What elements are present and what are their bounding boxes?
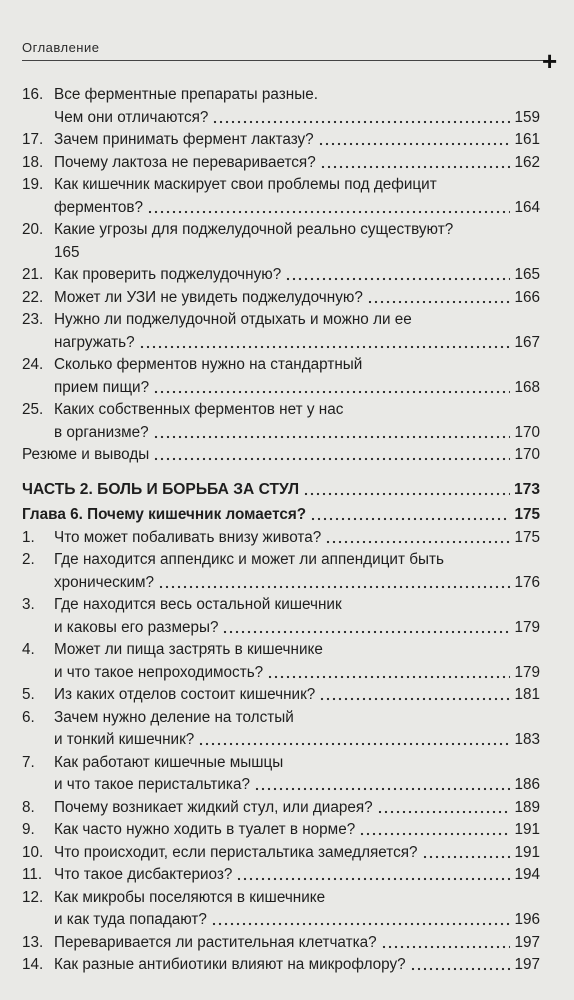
leader-dots xyxy=(254,787,511,791)
toc-entry[interactable] xyxy=(22,264,540,287)
entry-number: 21. xyxy=(22,266,44,283)
page-number: 175 xyxy=(514,528,540,546)
entry-number: 16. xyxy=(22,86,44,103)
entry-title: Почему лактоза не переваривается? xyxy=(54,153,316,171)
leader-dots xyxy=(153,457,510,461)
entry-number: 10. xyxy=(22,843,44,861)
page-number: 164 xyxy=(514,198,540,216)
page-number: 170 xyxy=(514,446,540,463)
entry-title: Что может побаливать внизу живота? xyxy=(54,528,322,546)
page-number: 181 xyxy=(514,686,540,703)
toc-entry-line xyxy=(22,197,540,220)
entry-title: и каковы его размеры? xyxy=(54,618,219,636)
toc-entry[interactable] xyxy=(22,887,540,932)
toc-entry-line xyxy=(22,309,540,332)
entry-number: 8. xyxy=(22,798,35,816)
toc-entry-line xyxy=(22,422,540,445)
toc-entry[interactable] xyxy=(22,354,540,399)
toc-entry-line xyxy=(22,504,540,527)
page-number: 168 xyxy=(514,378,540,396)
page-number: 165 xyxy=(54,243,80,261)
entry-number: 11. xyxy=(22,866,43,883)
page-header xyxy=(0,0,574,76)
part-title: ЧАСТЬ 2. БОЛЬ И БОРЬБА ЗА СТУЛ xyxy=(22,480,300,498)
entry-title: Может ли пища застрять в кишечнике xyxy=(54,641,323,658)
leader-dots xyxy=(310,517,510,521)
entry-title: Каких собственных ферментов нет у нас xyxy=(54,401,344,418)
page-number: 166 xyxy=(514,288,540,306)
toc-entry-line xyxy=(22,219,540,242)
entry-title: Все ферментные препараты разные. xyxy=(54,86,318,103)
entry-title: Где находится аппендикс и может ли аппендицит быть xyxy=(54,551,444,568)
page-number: 162 xyxy=(514,153,540,171)
leader-dots xyxy=(422,855,511,859)
toc-entry[interactable] xyxy=(22,444,540,467)
header-rule xyxy=(22,60,552,61)
toc-entry-line xyxy=(22,287,540,310)
toc-entry[interactable] xyxy=(22,819,540,842)
toc-entry[interactable] xyxy=(22,309,540,354)
entry-number: 2. xyxy=(22,551,35,568)
entry-title: прием пищи? xyxy=(54,378,150,396)
toc-entry-line xyxy=(22,864,540,887)
leader-dots xyxy=(211,922,511,926)
toc-entry-line xyxy=(22,399,540,422)
page-number: 197 xyxy=(514,933,540,951)
page-number: 189 xyxy=(514,798,540,816)
toc-entry-line xyxy=(22,354,540,377)
entry-title: нагружать? xyxy=(54,333,135,351)
part-heading[interactable] xyxy=(22,479,540,502)
page-number: 194 xyxy=(514,866,540,883)
toc-entry-line xyxy=(22,594,540,617)
toc-entry[interactable] xyxy=(22,932,540,955)
toc-entry-line xyxy=(22,572,540,595)
toc-entry[interactable] xyxy=(22,84,540,129)
toc-entry[interactable] xyxy=(22,174,540,219)
entry-number: 13. xyxy=(22,933,44,951)
leader-dots xyxy=(198,742,510,746)
page-number: 191 xyxy=(514,821,540,838)
entry-title: Как микробы поселяются в кишечнике xyxy=(54,888,326,906)
entry-title: Что происходит, если перистальтика замедляется? xyxy=(54,843,418,861)
entry-number: 4. xyxy=(22,641,35,658)
entry-number: 17. xyxy=(22,131,44,148)
toc-entry[interactable] xyxy=(22,864,540,887)
leader-dots xyxy=(236,877,510,881)
toc-entry-line xyxy=(22,887,540,910)
entry-title: Как работают кишечные мышцы xyxy=(54,753,284,771)
page-number: 159 xyxy=(514,108,540,126)
plus-icon: + xyxy=(542,46,558,76)
leader-dots xyxy=(212,120,510,124)
leader-dots xyxy=(377,810,511,814)
toc-entry-line xyxy=(22,527,540,550)
entry-number: 14. xyxy=(22,956,44,973)
entry-title: и что такое непроходимость? xyxy=(54,663,264,681)
leader-dots xyxy=(139,345,511,349)
toc-entry-line xyxy=(22,242,540,265)
toc-entry[interactable] xyxy=(22,639,540,684)
toc-entry-line xyxy=(22,152,540,175)
entry-title: Резюме и выводы xyxy=(22,446,150,463)
toc-entry[interactable] xyxy=(22,684,540,707)
page-number: 167 xyxy=(514,333,540,351)
toc-entry[interactable] xyxy=(22,797,540,820)
entry-title: Нужно ли поджелудочной отдыхать и можно ли ее xyxy=(54,311,412,328)
toc-entry[interactable] xyxy=(22,752,540,797)
page-number: 186 xyxy=(514,776,540,793)
leader-dots xyxy=(267,675,510,679)
entry-number: 22. xyxy=(22,288,44,306)
toc-entry-line xyxy=(22,639,540,662)
entry-title: Сколько ферментов нужно на стандартный xyxy=(54,356,363,373)
toc-entry-line xyxy=(22,377,540,400)
toc-entry-line xyxy=(22,932,540,955)
entry-number: 23. xyxy=(22,311,44,328)
leader-dots xyxy=(325,540,510,544)
toc-entry[interactable] xyxy=(22,594,540,639)
entry-number: 9. xyxy=(22,821,35,838)
toc-entry-line xyxy=(22,842,540,865)
entry-title: Как разные антибиотики влияют на микрофлору? xyxy=(54,956,406,973)
toc-entry-line xyxy=(22,954,540,977)
entry-title: Может ли УЗИ не увидеть поджелудочную? xyxy=(54,288,363,306)
running-head-title: Оглавление xyxy=(22,40,100,55)
page-number: 179 xyxy=(514,618,540,636)
page-number: 196 xyxy=(514,911,540,928)
toc-entry-line xyxy=(22,444,540,467)
entry-title: ферментов? xyxy=(54,198,144,216)
leader-dots xyxy=(222,630,510,634)
page-number: 176 xyxy=(514,573,540,591)
entry-title: Почему возникает жидкий стул, или диарея? xyxy=(54,798,373,816)
toc-entry[interactable] xyxy=(22,527,540,550)
entry-title: и что такое перистальтика? xyxy=(54,776,250,793)
entry-number: 25. xyxy=(22,401,44,418)
toc-entry[interactable] xyxy=(22,219,540,264)
toc-entry-line xyxy=(22,129,540,152)
toc-entry-line xyxy=(22,707,540,730)
entry-title: Переваривается ли растительная клетчатка? xyxy=(54,933,377,951)
entry-title: Как кишечник маскирует свои проблемы под дефицит xyxy=(54,176,437,193)
toc-entry-line xyxy=(22,479,540,502)
toc-entry[interactable] xyxy=(22,707,540,752)
leader-dots xyxy=(367,300,511,304)
toc-entry[interactable] xyxy=(22,842,540,865)
entry-title: в организме? xyxy=(54,423,149,441)
leader-dots xyxy=(319,697,510,701)
toc-entry-line xyxy=(22,662,540,685)
entry-number: 6. xyxy=(22,708,35,726)
toc-entry-line xyxy=(22,684,540,707)
leader-dots xyxy=(153,435,511,439)
chapter-title: Глава 6. Почему кишечник ломается? xyxy=(22,506,307,523)
leader-dots xyxy=(158,585,510,589)
toc-entry[interactable] xyxy=(22,152,540,175)
toc-entry-line xyxy=(22,819,540,842)
toc-entry-line xyxy=(22,549,540,572)
page-number: 175 xyxy=(514,506,540,523)
entry-number: 20. xyxy=(22,221,44,238)
entry-number: 1. xyxy=(22,528,35,546)
entry-title: Чем они отличаются? xyxy=(54,108,209,126)
leader-dots xyxy=(153,390,510,394)
toc-entry-line xyxy=(22,84,540,107)
leader-dots xyxy=(359,832,510,836)
entry-number: 12. xyxy=(22,888,44,906)
entry-title: Из каких отделов состоит кишечник? xyxy=(54,686,316,703)
entry-title: и тонкий кишечник? xyxy=(54,731,195,748)
entry-title: Какие угрозы для поджелудочной реально существуют? xyxy=(54,221,454,238)
toc-entry-line xyxy=(22,909,540,932)
entry-title: и как туда попадают? xyxy=(54,911,207,928)
toc-entry-line xyxy=(22,752,540,775)
page-number: 170 xyxy=(514,423,540,441)
leader-dots xyxy=(318,142,511,146)
toc-entry-line xyxy=(22,264,540,287)
entry-number: 19. xyxy=(22,176,44,193)
entry-number: 7. xyxy=(22,753,35,771)
toc-entry[interactable] xyxy=(22,287,540,310)
toc-entry-line xyxy=(22,332,540,355)
entry-title: Что такое дисбактериоз? xyxy=(54,866,233,883)
chapter-heading[interactable] xyxy=(22,504,540,527)
leader-dots xyxy=(285,277,510,281)
page-number: 179 xyxy=(514,663,540,681)
leader-dots xyxy=(320,165,511,169)
toc-entry-line xyxy=(22,617,540,640)
page-number: 165 xyxy=(514,266,540,283)
page-number: 197 xyxy=(514,956,540,973)
entry-title: хроническим? xyxy=(54,573,155,591)
toc-entry-line xyxy=(22,174,540,197)
toc-entry[interactable] xyxy=(22,129,540,152)
toc-entry[interactable] xyxy=(22,549,540,594)
entry-number: 5. xyxy=(22,686,35,703)
page-number: 191 xyxy=(514,843,540,861)
toc-entry-line xyxy=(22,729,540,752)
leader-dots xyxy=(147,210,510,214)
entry-title: Зачем принимать фермент лактазу? xyxy=(54,131,314,148)
toc-entry[interactable] xyxy=(22,954,540,977)
leader-dots xyxy=(381,945,511,949)
page-number: 161 xyxy=(514,131,540,148)
leader-dots xyxy=(303,492,510,496)
table-of-contents xyxy=(22,84,540,977)
toc-entry-line xyxy=(22,107,540,130)
leader-dots xyxy=(410,967,511,971)
toc-entry-line xyxy=(22,797,540,820)
entry-number: 24. xyxy=(22,356,44,373)
entry-number: 3. xyxy=(22,596,35,613)
page-number: 173 xyxy=(513,480,540,498)
entry-title: Зачем нужно деление на толстый xyxy=(54,708,294,726)
entry-number: 18. xyxy=(22,153,44,171)
page-number: 183 xyxy=(514,731,540,748)
toc-entry-line xyxy=(22,774,540,797)
toc-entry[interactable] xyxy=(22,399,540,444)
entry-title: Где находится весь остальной кишечник xyxy=(54,596,342,613)
entry-title: Как часто нужно ходить в туалет в норме? xyxy=(54,821,356,838)
entry-title: Как проверить поджелудочную? xyxy=(54,266,282,283)
